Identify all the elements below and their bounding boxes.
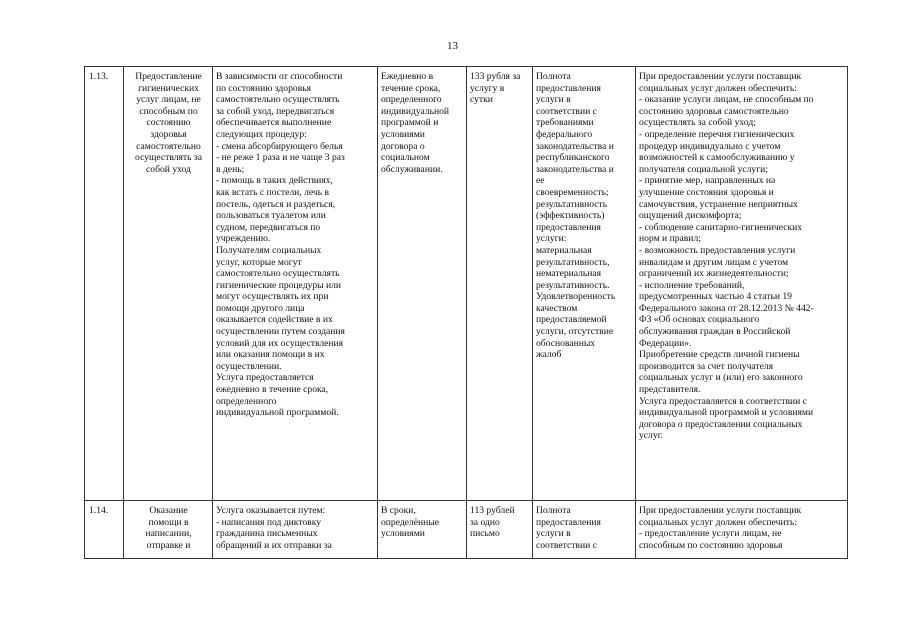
cell-text-line: - возможность предоставления услуги <box>639 244 796 256</box>
cell-text-line: учреждению. <box>216 233 271 245</box>
row-number: 1.13. <box>89 71 109 82</box>
cell-text-line: материальная <box>536 244 592 256</box>
cell-text-line: условиями <box>381 528 425 540</box>
cell-text-line: состоянию здоровья самостоятельно <box>639 105 789 117</box>
cell-text-line: следующих процедур: <box>216 128 307 140</box>
service-quality-cell <box>533 501 636 559</box>
cell-text-line: здоровья <box>150 128 187 140</box>
service-description-cell <box>213 501 378 559</box>
cell-text-line: ФЗ «Об основах социального <box>639 314 760 326</box>
cell-text-line: обоснованных <box>536 337 596 349</box>
cell-text-line: определённые <box>381 516 440 528</box>
cell-text-line: помощи другого лица <box>216 302 305 314</box>
cell-text-line: - определение перечня гигиенических <box>639 128 795 140</box>
cell-text-line: могут осуществлять их при <box>216 291 329 303</box>
cell-text-line: процедур индивидуально с учетом <box>639 140 781 152</box>
cell-text-line: самочувствия, устранение неприятных <box>639 198 798 210</box>
cell-text-line: услуги, отсутствие <box>536 326 614 338</box>
cell-text-line: улучшение состояния здоровья и <box>639 186 774 198</box>
cell-text-line: соответствии с <box>536 539 597 551</box>
cell-text-line: социальных услуг и (или) его законного <box>639 372 803 384</box>
table-row <box>85 67 848 501</box>
table-row <box>85 501 848 559</box>
cell-text-line: обслуживании. <box>381 163 443 175</box>
cell-text-line: соответствии с <box>536 105 597 117</box>
cell-text-line: - исполнение требований, <box>639 279 745 291</box>
cell-text-line: результативность, <box>536 256 610 268</box>
cell-text-line: В сроки, <box>381 505 416 516</box>
service-term-cell <box>378 67 467 501</box>
cell-text-line: предусмотренных частью 4 статьи 19 <box>639 291 792 303</box>
cell-text-line: услугу в <box>470 82 505 94</box>
cell-text-line: - не реже 1 раза и не чаще 3 раз <box>216 152 345 164</box>
cell-text-line: течение срока, <box>381 82 441 94</box>
cell-text-line: определенного <box>216 395 277 407</box>
cell-text-line: услуг. <box>639 430 663 442</box>
cell-text-line: предоставляемой <box>536 314 607 326</box>
cell-text-line: 113 рублей <box>470 505 515 516</box>
cell-text-line: осуществлять за собой уход; <box>639 117 756 129</box>
cell-text-line: - смена абсорбирующего белья <box>216 140 343 152</box>
cell-text-line: услуги в <box>536 94 571 106</box>
service-conditions-cell <box>636 67 848 501</box>
service-term-cell <box>378 501 467 559</box>
service-name-cell <box>124 67 213 501</box>
cell-text-line: услуг, которые могут <box>216 256 302 268</box>
cell-text-line: способным по состоянию здоровья <box>639 539 783 551</box>
cell-text-line: осуществлении. <box>216 360 282 372</box>
cell-text-line: самостоятельно осуществлять <box>216 94 340 106</box>
cell-text-line: собой уход <box>146 163 191 175</box>
cell-text-line: представителя. <box>639 384 701 396</box>
cell-text-line: (эффективность) <box>536 210 605 222</box>
cell-text-line: Федерального закона от 28.12.2013 № 442- <box>639 302 814 314</box>
cell-text-line: индивидуальной программой и условиями <box>639 407 814 419</box>
cell-text-line: - написания под диктовку <box>216 516 322 528</box>
cell-text-line: способным по <box>139 105 198 117</box>
cell-text-line: обеспечивается выполнение <box>216 117 332 129</box>
cell-text-line: ограничений их жизнедеятельности; <box>639 268 789 280</box>
cell-text-line: социальных услуг должен обеспечить: <box>639 82 797 94</box>
cell-text-line: Полнота <box>536 505 571 516</box>
cell-text-line: 133 рубля за <box>470 71 521 82</box>
cell-text-line: социальных услуг должен обеспечить: <box>639 516 797 528</box>
cell-text-line: программой и <box>381 117 439 129</box>
cell-text-line: самостоятельно <box>136 140 201 152</box>
service-tariff-cell <box>467 501 533 559</box>
row-number-cell <box>85 67 124 501</box>
cell-text-line: предоставления <box>536 221 601 233</box>
cell-text-line: оказывается содействие в их <box>216 314 333 326</box>
cell-text-line: в день; <box>216 163 245 175</box>
cell-text-line: ее <box>536 175 545 187</box>
row-number: 1.14. <box>89 505 109 516</box>
services-table <box>84 66 848 559</box>
cell-text-line: ощущений дискомфорта; <box>639 210 742 222</box>
cell-text-line: написании, <box>145 528 192 540</box>
cell-text-line: жалоб <box>536 349 562 361</box>
cell-text-line: законодательства и <box>536 140 614 152</box>
cell-text-line: Услуга оказывается путем: <box>216 505 326 516</box>
cell-text-line: самостоятельно осуществлять <box>216 268 340 280</box>
cell-text-line: осуществлении путем создания <box>216 326 345 338</box>
cell-text-line: нематериальная <box>536 268 602 280</box>
cell-text-line: - оказание услуги лицам, не способным по <box>639 94 814 106</box>
cell-text-line: письмо <box>470 528 500 540</box>
cell-text-line: требованиями <box>536 117 594 129</box>
cell-text-line: предоставления <box>536 516 601 528</box>
cell-text-line: федерального <box>536 128 593 140</box>
cell-text-line: осуществлять за <box>135 152 202 164</box>
cell-text-line: Федерации». <box>639 337 692 349</box>
cell-text-line: получателя социальной услуги; <box>639 163 768 175</box>
cell-text-line: отправке и <box>146 539 191 551</box>
cell-text-line: как встать с постели, лечь в <box>216 186 330 198</box>
cell-text-line: обращений и их отправки за <box>216 539 332 551</box>
cell-text-line: индивидуальной программой. <box>216 407 339 419</box>
cell-text-line: При предоставлении услуги поставщик <box>639 71 802 82</box>
cell-text-line: по состоянию здоровья <box>216 82 312 94</box>
cell-text-line: производится за счет получателя <box>639 360 774 372</box>
cell-text-line: При предоставлении услуги поставщик <box>639 505 802 516</box>
service-name-cell <box>124 501 213 559</box>
cell-text-line: за собой уход, передвигаться <box>216 105 335 117</box>
service-description-cell <box>213 67 378 501</box>
cell-text-line: законодательства и <box>536 163 614 175</box>
cell-text-line: гигиенических <box>138 82 199 94</box>
cell-text-line: помощи в <box>148 516 189 528</box>
cell-text-line: - помощь в таких действиях, <box>216 175 333 187</box>
cell-text-line: Оказание <box>149 505 188 516</box>
cell-text-line: услуг лицам, не <box>136 94 201 106</box>
cell-text-line: Услуга предоставляется в соответствии с <box>639 395 807 407</box>
service-conditions-cell <box>636 501 848 559</box>
cell-text-line: предоставления <box>536 82 601 94</box>
cell-text-line: условий для их осуществления <box>216 337 344 349</box>
cell-text-line: услуги: <box>536 233 567 245</box>
cell-text-line: постель, одеться и раздеться, <box>216 198 336 210</box>
cell-text-line: ежедневно в течение срока, <box>216 384 329 396</box>
cell-text-line: Ежедневно в <box>381 71 434 82</box>
cell-text-line: инвалидам и другим лицам с учетом <box>639 256 789 268</box>
cell-text-line: индивидуальной <box>381 105 450 117</box>
cell-text-line: возможностей к самообслуживанию у <box>639 152 795 164</box>
cell-text-line: или оказания помощи в их <box>216 349 325 361</box>
cell-text-line: договора о предоставлении социальных <box>639 418 803 430</box>
cell-text-line: результативность. <box>536 279 610 291</box>
cell-text-line: судном, передвигаться по <box>216 221 321 233</box>
cell-text-line: пользоваться туалетом или <box>216 210 326 222</box>
cell-text-line: Полнота <box>536 71 571 82</box>
cell-text-line: Получателям социальных <box>216 244 322 256</box>
cell-text-line: договора о <box>381 140 425 152</box>
service-tariff-cell <box>467 67 533 501</box>
cell-text-line: - соблюдение санитарно-гигиенических <box>639 221 803 233</box>
cell-text-line: - принятие мер, направленных на <box>639 175 776 187</box>
cell-text-line: гражданина письменных <box>216 528 318 540</box>
cell-text-line: В зависимости от способности <box>216 71 343 82</box>
cell-text-line: обслуживания граждан в Российской <box>639 326 791 338</box>
cell-text-line: за одно <box>470 516 500 528</box>
cell-text-line: качеством <box>536 302 578 314</box>
cell-text-line: условиями <box>381 128 425 140</box>
cell-text-line: определенного <box>381 94 442 106</box>
cell-text-line: результативность <box>536 198 608 210</box>
cell-text-line: гигиенические процедуры или <box>216 279 342 291</box>
cell-text-line: сутки <box>470 94 493 106</box>
cell-text-line: республиканского <box>536 152 610 164</box>
service-quality-cell <box>533 67 636 501</box>
cell-text-line: состоянию <box>146 117 191 129</box>
page-number: 13 <box>447 40 458 52</box>
cell-text-line: - предоставление услуги лицам, не <box>639 528 782 540</box>
cell-text-line: своевременность; <box>536 186 609 198</box>
cell-text-line: Приобретение средств личной гигиены <box>639 349 800 361</box>
cell-text-line: норм и правил; <box>639 233 701 245</box>
cell-text-line: социальном <box>381 152 430 164</box>
cell-text-line: Предоставление <box>135 71 202 82</box>
row-number-cell <box>85 501 124 559</box>
cell-text-line: услуги в <box>536 528 571 540</box>
cell-text-line: Удовлетворенность <box>536 291 616 303</box>
cell-text-line: Услуга предоставляется <box>216 372 314 384</box>
